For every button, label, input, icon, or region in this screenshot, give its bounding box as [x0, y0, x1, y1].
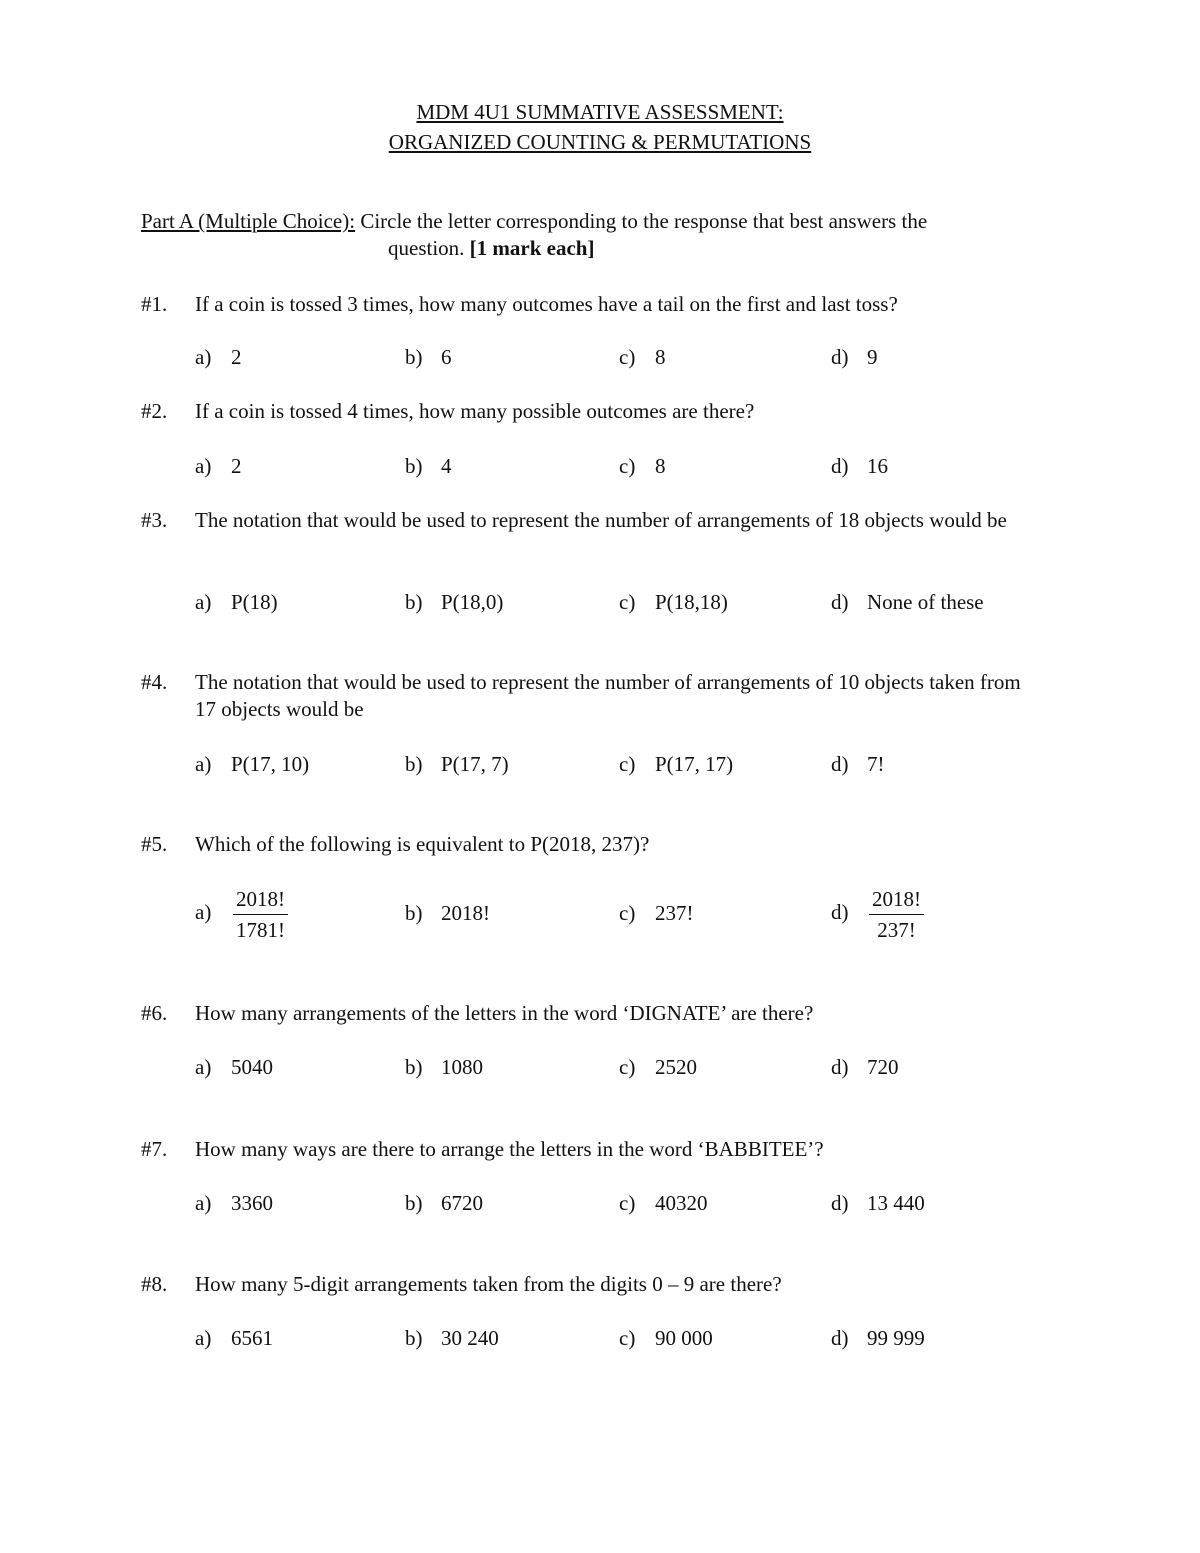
option-text: 237!	[655, 901, 694, 925]
option-d[interactable]	[831, 344, 878, 371]
question-number: #7.	[141, 1137, 168, 1161]
option-letter: d)	[831, 590, 849, 614]
option-letter: d)	[831, 1191, 849, 1215]
option-letter: a)	[195, 900, 212, 925]
option-text: 8	[655, 345, 666, 369]
option-text: 90 000	[655, 1326, 713, 1350]
option-b[interactable]	[405, 751, 509, 778]
option-a[interactable]	[195, 751, 309, 778]
option-b[interactable]	[405, 900, 490, 927]
option-text: 1080	[441, 1055, 483, 1079]
option-c[interactable]	[619, 1325, 713, 1352]
option-b[interactable]	[405, 589, 503, 616]
question-number: #6.	[141, 1001, 168, 1025]
option-d[interactable]	[831, 751, 885, 778]
option-letter: b)	[405, 454, 423, 478]
option-d[interactable]	[831, 589, 984, 616]
option-letter: c)	[619, 590, 636, 614]
option-letter: d)	[831, 345, 849, 369]
fraction	[233, 884, 288, 945]
option-letter: d)	[831, 1055, 849, 1079]
option-c[interactable]	[619, 453, 666, 480]
option-text: 720	[867, 1055, 899, 1079]
option-text: 6	[441, 345, 452, 369]
question-stem: If a coin is tossed 4 times, how many possible outcomes are there?	[195, 399, 755, 423]
option-text: None of these	[867, 590, 984, 614]
option-c[interactable]	[619, 589, 728, 616]
option-b[interactable]	[405, 1325, 499, 1352]
option-letter: b)	[405, 345, 423, 369]
option-a[interactable]	[195, 344, 242, 371]
option-letter: d)	[831, 454, 849, 478]
question-stem: The notation that would be used to represent the number of arrangements of 10 objects taken from 17 objects would be	[195, 670, 1021, 721]
option-letter: a)	[195, 345, 212, 369]
option-d[interactable]	[831, 453, 888, 480]
option-letter: c)	[619, 454, 636, 478]
option-text: P(18,0)	[441, 590, 504, 614]
option-text: 4	[441, 454, 452, 478]
option-text: 99 999	[867, 1326, 925, 1350]
instruction-line-2	[388, 235, 594, 262]
option-c[interactable]	[619, 344, 666, 371]
option-c[interactable]	[619, 900, 694, 927]
option-text: 30 240	[441, 1326, 499, 1350]
option-b[interactable]	[405, 1054, 483, 1081]
option-letter: a)	[195, 454, 212, 478]
question-number: #5.	[141, 832, 168, 856]
question-number: #8.	[141, 1272, 168, 1296]
instruction-text: question.	[388, 236, 465, 260]
option-a[interactable]	[195, 1325, 273, 1352]
option-text: 13 440	[867, 1191, 925, 1215]
option-text: 40320	[655, 1191, 708, 1215]
question-number: #4.	[141, 670, 168, 694]
question-stem: If a coin is tossed 3 times, how many outcomes have a tail on the first and last toss?	[195, 292, 898, 316]
option-d[interactable]	[831, 884, 924, 945]
option-letter: a)	[195, 1326, 212, 1350]
question-stem: Which of the following is equivalent to P(2018, 237)?	[195, 832, 650, 856]
option-letter: c)	[619, 1191, 636, 1215]
marks-note: [1 mark each]	[469, 236, 595, 260]
option-a[interactable]	[195, 453, 242, 480]
option-text: 3360	[231, 1191, 273, 1215]
option-text: 2520	[655, 1055, 697, 1079]
option-text: P(17, 7)	[441, 752, 509, 776]
option-a[interactable]	[195, 1054, 273, 1081]
document-subtitle: ORGANIZED COUNTING & PERMUTATIONS	[388, 130, 812, 154]
option-letter: c)	[619, 901, 636, 925]
option-letter: b)	[405, 1326, 423, 1350]
option-letter: c)	[619, 1326, 636, 1350]
option-text: 2	[231, 454, 242, 478]
option-letter: a)	[195, 590, 212, 614]
question-stem: How many 5-digit arrangements taken from the digits 0 – 9 are there?	[195, 1272, 782, 1296]
option-text: 8	[655, 454, 666, 478]
option-b[interactable]	[405, 453, 452, 480]
option-letter: d)	[831, 900, 849, 925]
option-letter: a)	[195, 752, 212, 776]
option-letter: b)	[405, 590, 423, 614]
option-letter: c)	[619, 1055, 636, 1079]
option-letter: c)	[619, 752, 636, 776]
fraction-denominator: 237!	[877, 918, 916, 942]
option-text: 2	[231, 345, 242, 369]
option-text: 6720	[441, 1191, 483, 1215]
option-text: 2018!	[441, 901, 490, 925]
question-number: #2.	[141, 399, 168, 423]
option-a[interactable]	[195, 1190, 273, 1217]
fraction-denominator: 1781!	[236, 918, 285, 942]
option-letter: c)	[619, 345, 636, 369]
option-letter: b)	[405, 752, 423, 776]
option-c[interactable]	[619, 1054, 697, 1081]
option-c[interactable]	[619, 751, 733, 778]
option-text: P(17, 10)	[231, 752, 310, 776]
option-letter: b)	[405, 901, 423, 925]
option-b[interactable]	[405, 1190, 483, 1217]
option-letter: b)	[405, 1055, 423, 1079]
question-number: #1.	[141, 292, 168, 316]
option-letter: d)	[831, 1326, 849, 1350]
document-title: MDM 4U1 SUMMATIVE ASSESSMENT:	[416, 100, 784, 124]
option-text: P(18)	[231, 590, 278, 614]
question-stem: The notation that would be used to represent the number of arrangements of 18 objects would be	[195, 508, 1007, 532]
option-letter: b)	[405, 1191, 423, 1215]
option-text: 16	[867, 454, 888, 478]
option-a[interactable]	[195, 884, 288, 945]
part-a-label: Part A (Multiple Choice):	[141, 209, 356, 233]
option-letter: d)	[831, 752, 849, 776]
option-text: 7!	[867, 752, 885, 776]
fraction	[869, 884, 924, 945]
question-stem: How many arrangements of the letters in the word ‘DIGNATE’ are there?	[195, 1001, 814, 1025]
option-a[interactable]	[195, 589, 278, 616]
part-a-instructions	[141, 208, 1041, 260]
option-text: P(17, 17)	[655, 752, 734, 776]
option-d[interactable]	[831, 1054, 899, 1081]
option-text: P(18,18)	[655, 590, 728, 614]
option-letter: a)	[195, 1191, 212, 1215]
option-text: 6561	[231, 1326, 273, 1350]
option-text: 9	[867, 345, 878, 369]
option-letter: a)	[195, 1055, 212, 1079]
question-number: #3.	[141, 508, 168, 532]
option-d[interactable]	[831, 1325, 925, 1352]
option-text: 5040	[231, 1055, 273, 1079]
option-c[interactable]	[619, 1190, 708, 1217]
question-stem: How many ways are there to arrange the letters in the word ‘BABBITEE’?	[195, 1137, 824, 1161]
option-b[interactable]	[405, 344, 452, 371]
instruction-line-1: Circle the letter corresponding to the response that best answers the	[360, 209, 928, 233]
fraction-numerator: 2018!	[869, 884, 924, 915]
option-d[interactable]	[831, 1190, 925, 1217]
fraction-numerator: 2018!	[233, 884, 288, 915]
